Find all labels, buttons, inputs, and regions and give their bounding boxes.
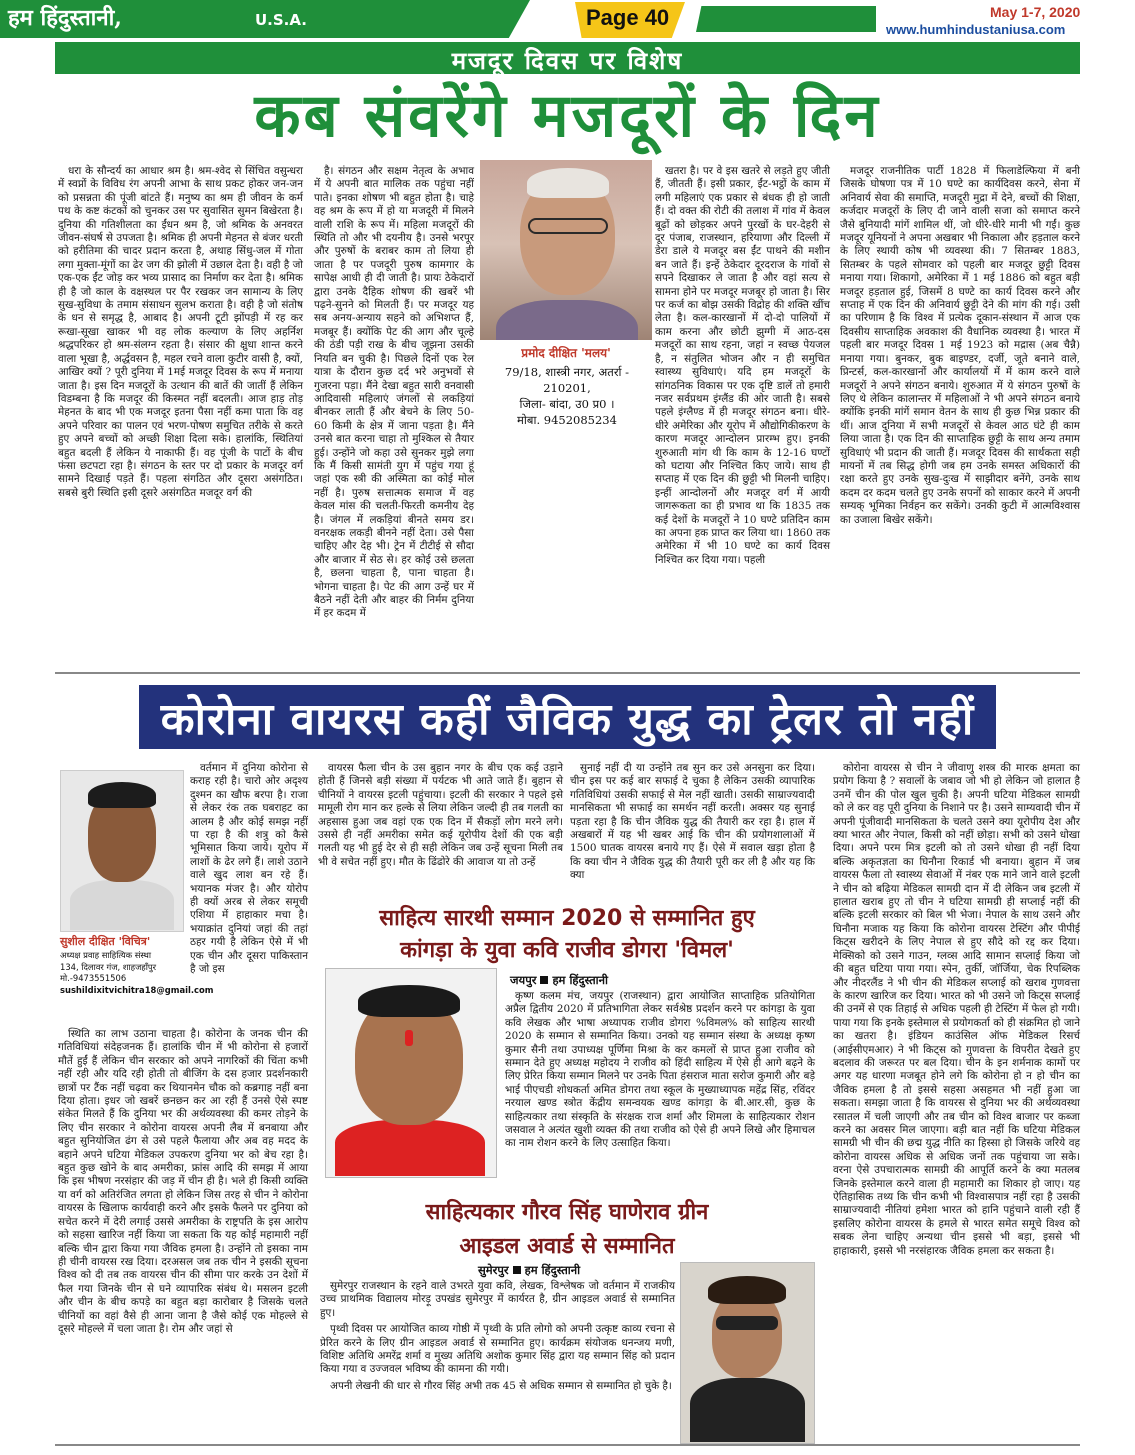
article4-headline-line: साहित्यकार गौरव सिंह घाणेराव ग्रीन: [425, 1200, 709, 1225]
byline-place: सुमेरपुर: [478, 1263, 509, 1277]
newspaper-title: हम हिंदुस्तानी,: [8, 5, 122, 31]
article2-col3-text: सुनाई नहीं दी या उन्होंने तब सुन कर उसे अनसुना कर दिया। चीन इस पर कई बार सफाई दे चुका है लेकिन उसकी व्यापारिक गतिविधियां उसकी सफाई से मेल नहीं खाती। उसकी साम्राज्यवादी मानसिकता भी सफाई का समर्थन नहीं करती। अक्सर यह सुनाई पड़ता रहा है कि चीन जैविक युद्ध की तैयारी कर रहा है। हाल में अखबारों में यह भी खबर आई कि चीन की प्रयोगशालाओं में 1500 घातक वायरस बनाये गए हैं। ऐसे में सवाल खड़ा होता है कि क्या चीन ने जैविक युद्ध की तैयारी पूरी कर ली है और यह कि क्या: [570, 762, 815, 882]
photo-tilak: [405, 1030, 413, 1046]
article2-col4-text: कोरोना वायरस से चीन ने जीवाणु शस्त्र की मारक क्षमता का प्रयोग किया है ? सवालों के जबाव जो भी हो लेकिन जो हालात है उनमें चीन की पोल खुल चुकी है। अपनी घटिया मेडिकल सामग्री को ले कर वह पूरी दुनिया के निशाने पर है। उसने साम्यवादी चीन में अपनी पूंजीवादी मानसिकता के चलते उसने क्या यूरोपीय देश और क्या भारत और नेपाल, किसी को नहीं छोड़ा। सभी को उसने धोखा दिया। अपने परम मित्र इटली को तो उसने धोखा ही नहीं दिया बल्कि अकृतज्ञता का घिनौना रिकार्ड भी बनाया। बुहान में जब वायरस फैला तो स्वास्थ्य सेवाओं में नंबर एक माने जाने वाले इटली ने चीन को बढ़िया मेडिकल सामग्री दान में दी लेकिन जब इटली में हालात खराब हुए तो चीन ने घटिया सामग्री ही सप्लाई नहीं की बल्कि इटली सरकार को बिल भी भेजा। नेपाल के साथ उसने और घिनौना मजाक यह किया कि कोरोना वायरस टेस्टिंग और पीपीई किट्स खरीदने के लिए नेपाल से हुए सौदे को रद्द कर दिया। मेक्सिको को उसने गाउन, ग्लव्स आदि सामान सप्लाई किया जो की बहुत घटिया पाया गया। स्पेन, तुर्की, जॉर्जिया, चेक रिपब्लिक और नीदरलैंड ने भी चीन की मेडिकल सप्लाई को खराब गुणवत्ता के कारण खारिज कर दिया। भारत को भी उसने जो किट्स सप्लाई की उनमें से एक तिहाई से अधिक पहली ही टेस्टिंग में फेल हो गयी। पाया गया कि इनके इस्तेमाल से प्रयोगकर्ता को ही संक्रमित हो जाने का खतरा है। इंडियन काउंसिल ऑफ मेडिकल रिसर्च (आईसीएमआर) ने भी किट्स को गुणवत्ता के विपरीत देखते हुए बदलाव की जरूरत पर बल दिया। चीन के इन शर्मनाक कामों पर अगर यह धारणा मजबूत होने लगे कि कोरोना हो न हो चीन का जैविक हमला है तो इससे सहसा असहमत भी नहीं हुआ जा सकता। समझा जाता है कि वायरस से दुनिया भर की अर्थव्यवस्था रसातल में चली जाएगी और तब चीन को विश्व बाजार पर कब्जा करने का अवसर मिल जाएगा। बड़ी बात नहीं कि घटिया मेडिकल सामग्री भी चीन की छद्म युद्ध नीति का हिस्सा हो जिसके जरिये वह कोरोना वायरस अधिक से अधिक जनों तक पहुंचाया जा सके। वरना ऐसे उपचारात्मक सामग्री की आपूर्ति करने के क्या मतलब जिनके इस्तेमाल करने वाला ही महामारी का शिकार हो जाए। यह ऐतिहासिक तथ्य कि चीन कभी भी विश्वासपात्र नहीं रहा है उसकी साम्राज्यवादी नीतियां हमेशा भारत को हानि पहुंचाने वाली रही हैं इसलिए कोरोना वायरस के हमले से भारत समेत समूचे विश्व को सबक लेना चाहिए अन्यथा चीन इससे भी बड़ा, इससे भी हाहाकारी, इससे भी नरसंहारक जैविक हमला कर सकता है।: [833, 762, 1080, 1257]
newspaper-region: U.S.A.: [255, 11, 307, 29]
article4-body-p2: पृथ्वी दिवस पर आयोजित काव्य गोष्ठी में पृथ्वी के प्रति लोगो को अपनी उत्कृष्ट काव्य रचना से प्रेरित करने के लिए ग्रीन आइडल अवार्ड से सम्मानित हुए। कार्यक्रम संयोजक धनन्जय मणी, विशिष्ट अतिथि अमरेंद्र शर्मा व मुख्य अतिथि अशोक कुमार सिंह द्वारा यह सम्मान सिंह को प्रदान किया गया व उज्जवल भविष्य की कामना की गयी।: [320, 1323, 675, 1376]
website-link[interactable]: www.humhindustaniusa.com: [886, 22, 1066, 37]
photo-glasses: [528, 218, 608, 234]
photo-shirt: [690, 1378, 805, 1442]
article1-column-4: [840, 165, 1080, 670]
article4-body: [320, 1280, 675, 1440]
photo-hair: [708, 1276, 786, 1304]
article1-column-2-top: [314, 165, 474, 620]
article1-col4-text: मजदूर राजनीतिक पार्टी 1828 में फिलाडेल्फिया में बनी जिसके घोषणा पत्र में 10 घण्टे का कार्यदिवस करने, सेना में अनिवार्य सेवा की समाप्ति, मजदूरी मुद्रा में देने, बच्चों की शिक्षा, कर्जदार मजदूरों के लिए दी जाने वाली सजा को समाप्त करने जैसे बुनियादी मांगें शामिल थीं, जो धीरे-धीरे मानी भी गईं। कुछ मजदूर यूनियनों ने अपना अखबार भी निकाला और हड़ताल करने के लिए स्थायी कोष भी व्यवस्था की। 7 सितम्बर 1883, सितम्बर के पहले सोमवार को पहली बार मजदूर छुट्टी दिवस मनाया गया। शिकागो, अमेरिका में 1 मई 1886 को बहुत बड़ी मजदूर हड़ताल हुई, जिसमें 8 घण्टे का कार्य दिवस करने और सप्ताह में एक दिन की अनिवार्य छुट्टी देने की मांग की गई। उसी का परिणाम है कि विश्व में प्रत्येक दूकान-संस्थान में आज एक दिवसीय साप्ताहिक अवकाश की वैधानिक व्यवस्था है। भारत में पहली बार मजदूर दिवस 1 मई 1923 को मद्रास (अब चैन्नै) मनाया गया। बुनकर, बुक बाइण्डर, दर्जी, जूते बनाने वाले, प्रिन्टर्स, कल-कारखानों और कार्यालयों में में काम करने वाले मजदूरों ने अपने संगठन बनाये। शुरुआत में ये संगठन पुरुषों के लिए थे लेकिन कालान्तर में महिलाओं ने भी अपने संगठन बनाये क्योंकि इनकी मांगें समान वेतन के साथ ही कुछ भिन्न प्रकार की थीं। आज दुनिया में सभी मजदूरों से केवल आठ घंटे ही काम लिया जाता है। एक दिन की साप्ताहिक छुट्टी के साथ अन्य तमाम सुविधाएं भी प्रदान की जाती हैं। मजदूर दिवस की सार्थकता सही मायनों में तब सिद्ध होगी जब हम उनके समस्त अधिकारों की रक्षा करते हुए उनके सुख-दुःख में साझीदार बनेंगे, उनके साथ कदम दर कदम चलते हुए उनके सपनों को साकार करने में अपनी सम्यक् भूमिका निर्वहन कर सकेंगे। उनकी कुटी में आत्मविश्वास का उजाला बिखेर सकेंगे।: [840, 165, 1080, 526]
author-address-line: 210201,: [543, 381, 591, 395]
masthead-right-band: [696, 6, 876, 32]
article4-body-p1: सुमेरपुर राजस्थान के रहने वाले उभरते युवा कवि, लेखक, विश्लेषक जो वर्तमान में राजकीय उच्च प्राथमिक विद्यालय मोरड़ू उपखंड सुमेरपुर में कार्यरत है, ग्रीन आइडल अवार्ड से सम्मानित हुए।: [320, 1280, 675, 1319]
article2-column-1a: [190, 762, 308, 1027]
byline-source: हम हिंदुस्तानी: [524, 1263, 581, 1277]
article1-col3-text: खतरा है। पर वे इस खतरे से लड़ते हुए जीती हैं, जीतती हैं। इसी प्रकार, ईंट-भट्ठों के काम में लगी महिलाएं एक प्रकार से बंधक ही हो जाती हैं। दो वक्त की रोटी की तलाश में गांव में केवल बूढ़ों को छोड़कर अपने पुरखों के घर-देहरी से दूर पंजाब, राजस्थान, हरियाणा और दिल्ली में डेरा डाले ये मजदूर बस ईंट पाथने की मशीन बन जाते हैं। इन्हें ठेकेदार दूरदराज के गांवों से सपने दिखाकर ले जाता है और वहां सत्य से सामना होने पर मजदूर मजबूर हो जाता है। सिर पर कर्ज का बोझ उसकी विद्रोह की शक्ति खींच लेता है। कल-कारखानों में दो-दो पालियों में काम करना और छोटी झुग्गी में आठ-दस मजदूरों का साथ रहना, जहां न स्वच्छ पेयजल है, न संतुलित भोजन और न ही समुचित स्वास्थ्य सुविधाएं। यदि हम मजदूरों के सांगठनिक विकास पर एक दृष्टि डालें तो हमारी नजर सर्वप्रथम इंग्लैंड की ओर जाती है। सबसे पहले इंग्लैण्ड में ही मजदूर संगठन बना। धीरे-धीरे अमेरिका और यूरोप में औद्योगिकीकरण के कारण मजदूर आन्दोलन प्रारम्भ हुए। इनकी शुरुआती मांग थी कि काम के 12-16 घण्टों को घटाया और निश्चित किए जाये। साथ ही सप्ताह में एक दिन की छुट्टी भी मिलनी चाहिए। इन्हीं आन्दोलनों और मजदूर वर्ग में आयी जागरूकता का ही प्रभाव था कि 1835 तक कई देशों के मजदूरों ने 10 घण्टे प्रतिदिन काम का अपना हक प्राप्त कर लिया था। 1860 तक अमेरिका में भी 10 घण्टे का कार्य दिवस निश्चित कर दिया गया। पहली: [655, 165, 830, 566]
article2-column-3: [570, 762, 815, 892]
article2-column-4: [833, 762, 1080, 1442]
article3-headline: [318, 903, 816, 967]
article2-column-1b: [58, 1028, 308, 1440]
author-address-line: 79/18, शास्त्री नगर, अतर्रा -: [504, 365, 630, 379]
photo-hair: [358, 985, 460, 1017]
article4-headline: [318, 1196, 816, 1264]
article2-headline: कोरोना वायरस कहीं जैविक युद्ध का ट्रेलर तो नहीं: [139, 685, 996, 749]
bottom-rule: [55, 1444, 1080, 1446]
article1-col2-text: है। संगठन और सक्षम नेतृत्व के अभाव में ये अपनी बात मालिक तक पहुंचा नहीं पाते। इनका शोषण भी बहुत होता है। चाहे वह श्रम के रूप में हो या मजदूरी में मिलने वाली राशि के रूप में। महिला मजदूरों की स्थिति तो और भी दयनीय है। उनसे भरपूर और पुरुषों के बराबर काम तो लिया ही जाता है पर पजदूरी पुरुष कामगार के सापेक्ष आधी ही दी जाती है। प्रायः ठेकेदारों द्वारा उनके दैहिक शोषण की खबरें भी पढ़ने-सुनने को मिलती हैं। पर मजदूर यह सब अनय-अन्याय सहने को अभिशप्त हैं, मजबूर हैं। क्योंकि पेट की आग और चूल्हे की ठंडी पड़ी राख के बीच जूझना उसकी नियति बन चुकी है। पिछले दिनों एक रेल यात्रा के दौरान कुछ दर्द भरे अनुभवों से गुजरना पड़ा। मैंने देखा बहुत सारी वनवासी आदिवासी महिलाएं जंगलों से लकड़ियां बीनकर लाती हैं और बेचने के लिए 50-60 किमी के क्षेत्र में जाना पड़ता है। मैंने उनसे बात करना चाहा तो मुश्किल से तैयार हुई। उन्होंने जो कहा उसे सुनकर मुझे लगा कि मैं किसी सामंती युग में पहुंच गया हूं जहां एक स्त्री की अस्मिता का कोई मोल नहीं है। पुरुष सत्तात्मक समाज में वह केवल मांस की चलती-फिरती कमनीय देह है। जंगल में लकड़ियां बीनते समय डर। वनरक्षक लकड़ी बीनने नहीं देता। उसे पैसा चाहिए और देह भी। ट्रेन में टीटीई से सौदा और बाजार में सेठ से। हर कोई उसे छलता है, छलना चाहता है, पाना चाहता है। भोगना चाहता है। पेट की आग उन्हें घर में बैठने नहीं देती और बाहर की निर्मम दुनिया में हर कदम में: [314, 165, 474, 620]
article2-column-2: [318, 762, 563, 892]
article-divider: [55, 672, 1080, 674]
article3-headline-line: कांगड़ा के युवा कवि राजीव डोगरा 'विमल': [400, 938, 734, 963]
article3-body: [505, 990, 815, 1185]
author-address: [488, 364, 646, 428]
photo-sunglasses: [716, 1316, 778, 1330]
photo-hair: [527, 168, 609, 198]
author-phone: मो.-9473551506: [60, 973, 127, 983]
author-name: सुशील दीक्षित 'विचित्र': [60, 935, 151, 948]
article1-column-1: [58, 165, 303, 670]
author-email[interactable]: sushildixitvichitra18@gmail.com: [60, 984, 214, 995]
article4-body-p3: अपनी लेखनी की धार से गौरव सिंह अभी तक 45 से अधिक सम्मान से सम्मानित हो चुके है।: [330, 1379, 672, 1392]
article3-headline-line: साहित्य सारथी सम्मान 2020 से सम्मानित हुए: [379, 906, 755, 931]
author-role: अध्यक्ष प्रवाह साहित्यिक संस्था: [60, 950, 152, 960]
article1-headline: कब संवरेंगे मजदूरों के दिन: [254, 81, 881, 151]
section-label: मजदूर दिवस पर विशेष: [451, 46, 684, 75]
article1-col1-text: धरा के सौन्दर्य का आधार श्रम है। श्रम-श्वेद से सिंचित वसुन्धरा में स्वप्नों के विविध रंग अपनी आभा के साथ प्रकट होकर जन-जन को प्रसन्नता की पूंजी बांटते हैं। मनुष्य का श्रम ही जीवन के कर्म पथ के कष्ट कंटकों को चुनकर उस पर सुवासित सुमन बिखेरता है। दुनिया की गतिशीलता का ईंधन श्रम है, जो श्रमिक के अनवरत जीवन-संघर्ष से उपजता है। श्रमिक ही अपनी मेहनत से बंजर धरती को हरीतिमा की चादर प्रदान करता है, अथाह सिंधु-जल में गोता लगा मुक्ता-मूंगों का ढेर जग की झोली में उछाल देता है। वही है जो एक-एक ईंट जोड़ कर भव्य प्रासाद का निर्माण कर देता है। श्रमिक ही है जो काल के वक्षस्थल पर पैर रखकर जन सामान्य के लिए सुख-सुविधा के तमाम संसाधन सुलभ कराता है। वही है जो संतोष के धन से समृद्ध है, आबाद है। अपनी टूटी झोंपड़ी में रह कर रूखा-सूखा खाकर भी वह लोक कल्याण के लिए अहर्निश श्रद्धपरिकर हो श्रम-संलग्न रहता है। संसार की क्षुधा शान्त करने वाला भूखा है, अर्द्धवसन है, महल रचने वाला कुटीर वासी है, क्यों, आखिर क्यों ? पूरी दुनिया में 1मई मजदूर दिवस के रूप में मनाया जाता है। इस दिन मजदूरों के उत्थान की बातें की जातीं हैं लेकिन विडम्बना है कि मजदूर की किस्मत नहीं बदलती। आज हाड़ तोड़ मेहनत के बाद भी एक मजदूर इतना पैसा नहीं कमा पाता कि वह अपने परिवार का पालन एवं भरण-पोषण समुचित तरीके से करते हुए अपने बच्चों को अच्छी शिक्षा दिला सके। हालांकि, स्थितियां बहुत बदली हैं लेकिन ये नाकाफी हैं। वह पूंजी के पाटों के बीच फंसा छटपटा रहा है। संगठन के स्तर पर दो प्रकार के मजदूर वर्ग सामने दिखाई पड़ते हैं। पहला संगठित और दूसरा असंगठित। सबसे बुरी स्थिति इसी दूसरे असंगठित मजदूर वर्ग की: [58, 165, 303, 499]
article3-body-text: कृष्ण कलम मंच, जयपुर (राजस्थान) द्वारा आयोजित साप्ताहिक प्रतियोगिता अप्रैल द्वितीय 2020 में प्रतिभागिता लेकर सर्वश्रेष्ठ प्रदर्शन करने पर कांगड़ा के युवा कवि लेखक और भाषा अध्यापक राजीव डोगरा %विमल% को साहित्य सारथी 2020 के सम्मान से सम्मानित किया। उनको यह सम्मान संस्था के अध्यक्ष कृष्ण कुमार सैनी तथा उपाध्यक्ष पूर्णिमा मिश्रा के कर कमलों से प्राप्त हुआ राजीव को सम्मान देते हुए अध्यक्ष महोदय ने राजीव को हिंदी साहित्य में ऐसे ही आगे बढ़ने के लिए प्रेरित किया सम्मान मिलने पर उनके पिता हंसराज माता सरोज कुमारी और बड़े भाई पीएचडी शोधकर्ता अमित डोगरा तथा स्कूल के मुख्याध्यापक महेंद्र सिंह, रविंदर नरयाल खण्ड स्त्रोत केंद्रीय समन्वयक खण्ड कांगड़ा के बी.आर.सी, कुछ के साहित्यकार तथा संस्कृति के संरक्षक राज शर्मा और शिमला के साहित्यकार रोशन जसवाल ने अत्यंत खुशी व्यक्त की तथा राजीव को ऐसे ही अपने लिखे और हिमाचल का नाम रोशन करने के लिए उत्साहित किया।: [505, 990, 815, 1150]
photo-shirt: [335, 1120, 485, 1176]
article2-headline-wrap: [55, 676, 1080, 758]
photo-shirt: [70, 880, 174, 930]
page-number: Page 40: [586, 5, 670, 30]
byline-square-icon: [540, 976, 548, 984]
article3-byline: [510, 973, 608, 988]
author-phone: मोबा. 9452085234: [517, 413, 617, 427]
byline-square-icon: [513, 1266, 521, 1274]
article1-column-3-top: [655, 165, 830, 566]
author-address-line: जिला- बांदा, उ0 प्र0 ।: [519, 397, 615, 411]
author-address: 134, दिलावर गंज, शाहजहाँपुर: [60, 961, 157, 972]
article2-col2-text: वायरस फैला चीन के उस बुहान नगर के बीच एक कई उड़ाने होती हैं जिनसे बड़ी संख्या में पर्यटक भी आते जाते हैं। बुहान से चीनियों ने वायरस इटली पहुंचाया। इटली की सरकार ने पहले इसे मामूली रोग मान कर हल्के से लिया लेकिन जल्दी ही तब गलती का अहसास हुआ जब वहां एक एक दिन में सैकड़ों लोग मरने लगे। उससे ही नहीं अमरीका समेत कई यूरोपीय देशों की एक बड़ी गलती यह भी हुई देर से ही सही लेकिन जब उन्हें सूचना मिली तब भी वे सचेत नहीं हुए। मौत के ढिंढोरे की आवाज या तो उन्हें: [318, 762, 563, 868]
article4-byline: [478, 1263, 580, 1278]
author-name: प्रमोद दीक्षित 'मलय': [521, 346, 611, 360]
photo-hair: [88, 782, 156, 808]
article2-col1a-text: वर्तमान में दुनिया कोरोना से कराह रही है। चारो ओर अदृश्य दुश्मन का खौफ बरपा है। राजा से लेकर रंक तक घबराहट का आलम है और कोई समझ नहीं पा रहा है की शत्रु को कैसे भूमिसात किया जाये। यूरोप में लाशों के ढेर लगे हैं। लाशे उठाने वाले खुद लाश बन रहे हैं। भयानक मंजर है। और योरोप ही क्यों अरब से लेकर समूची एशिया में हाहाकार मचा है। भयाक्रांत दुनियां जहां की तहां ठहर गयी है लेकिन ऐसे में भी एक चीन और दूसरा पाकिस्तान है जो इस: [190, 762, 308, 976]
article4-headline-line: आइडल अवार्ड से सम्मानित: [459, 1234, 675, 1259]
byline-place: जयपुर: [510, 973, 537, 987]
article2-col1b-text: स्थिति का लाभ उठाना चाहता है। कोरोना के जनक चीन की गतिविधियां संदेहजनक हैं। हालांकि चीन में भी कोरोना से हजारों मौतें हुईं हैं लेकिन चीन सरकार को अपने नागरिकों की चिंता कभी नहीं रही और यदि रही होती तो बीजिंग के दस हजार प्रदर्शनकारी छात्रों पर टैंक नहीं चढ़वा कर थियानमेन चौक को कब्रगाह नहीं बना दिया होता। इधर जो खबरें छनछन कर आ रही हैं उनसे ऐसे स्पष्ट संकेत मिलते हैं कि दुनिया भर की अर्थव्यवस्था की कमर तोड़ने के लिए चीन सरकार ने कोरोना वायरस अपनी लैब में बनबाया और बहुत सुनियोजित ढंग से उसे पहले फैलाया और अब वह मदद के बहाने अपने घटिया मेडिकल उपकरण दुनिया भर को बेच रहा है। बहुत कुछ खोने के बाद अमरीका, फ्रांस आदि की समझ में आया कि इस भीषण नरसंहार की जड़ में चीन ही है। भले ही किसी व्यक्ति या वर्ग को अतिरंजित लगता हो लेकिन जिस तरह से चीन ने कोरोना वायरस के खिलाफ कार्यवाही करने और इसके फैलने पर दुनिया को सचेत करने में देरी लगाई उससे अमरीका के राष्ट्रपति के इस आरोप को सहसा खारिज नहीं किया जा सकता कि यह कोई महामारी नहीं बल्कि चीन द्वारा किया गया जैविक हमला है। उन्होंने तो इसका नाम ही चीनी वायरस रख दिया। दरअसल जब तक चीन ने इसकी सूचना विश्व को दी तब तक वायरस चीन की सीमा पार करके उन देशों में फैल गया जिनके चीन से घने व्यापारिक संबंध थे। मसलन इटली और चीन के बीच कपड़े का बहुत बड़ा कारोबार है जिसके चलते चीनियों का वहां वैसे ही आना जाना है जैसे कोई एक मोहल्ले से दूसरे मोहल्ले में चला जाता है। रोम और जहां से: [58, 1028, 308, 1335]
author-info: [60, 950, 214, 996]
byline-source: हम हिंदुस्तानी: [552, 973, 608, 987]
issue-date: May 1-7, 2020: [990, 4, 1081, 20]
